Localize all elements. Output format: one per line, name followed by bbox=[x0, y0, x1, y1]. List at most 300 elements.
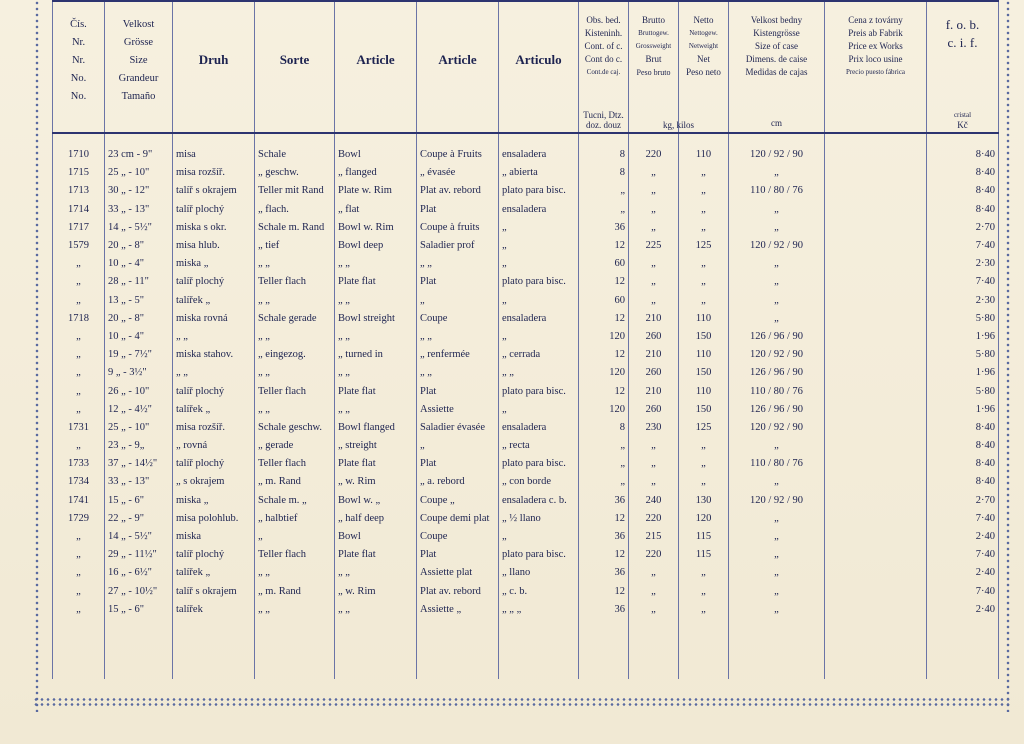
cell-price-ex-works bbox=[825, 273, 927, 291]
cell-article-fr: Coupe bbox=[417, 528, 499, 546]
cell-net-weight: „ bbox=[679, 455, 729, 473]
cell-size: 12 „ - 4½" bbox=[105, 401, 173, 419]
header-articulo: Articulo bbox=[499, 1, 579, 133]
cell-contents: 12 bbox=[579, 273, 629, 291]
cell-druh: miska rovná bbox=[173, 310, 255, 328]
cell-druh: talíř plochý bbox=[173, 455, 255, 473]
cell-price-ex-works bbox=[825, 382, 927, 400]
cell-price-fob: 8·40 bbox=[927, 419, 999, 437]
cell-gross-weight: „ bbox=[629, 182, 679, 200]
cell-case-size: „ bbox=[729, 546, 825, 564]
cell-contents: 8 bbox=[579, 146, 629, 164]
cell-size: 20 „ - 8" bbox=[105, 310, 173, 328]
price-table bbox=[52, 0, 999, 679]
cell-sorte: „ „ bbox=[255, 564, 335, 582]
cell-article-en: Bowl bbox=[335, 528, 417, 546]
cell-item-number: „ bbox=[53, 401, 105, 419]
cell-price-fob: 5·80 bbox=[927, 346, 999, 364]
header-article-en: Article bbox=[335, 1, 417, 133]
cell-gross-weight: „ bbox=[629, 164, 679, 182]
cell-druh: miska s okr. bbox=[173, 219, 255, 237]
cell-price-ex-works bbox=[825, 346, 927, 364]
cell-net-weight: „ bbox=[679, 601, 729, 619]
header-row bbox=[53, 1, 999, 133]
cell-net-weight: 115 bbox=[679, 546, 729, 564]
cell-article-fr: „ renfermée bbox=[417, 346, 499, 364]
cell-price-fob: 2·30 bbox=[927, 292, 999, 310]
cell-articulo: plato para bisc. bbox=[499, 182, 579, 200]
cell-article-fr: Plat bbox=[417, 382, 499, 400]
cell-case-size: „ bbox=[729, 201, 825, 219]
price-table-wrapper bbox=[52, 0, 998, 694]
table-row bbox=[53, 492, 999, 510]
cell-druh: miska stahov. bbox=[173, 346, 255, 364]
cell-case-size: 110 / 80 / 76 bbox=[729, 382, 825, 400]
cell-article-fr: Assiette „ bbox=[417, 601, 499, 619]
cell-price-fob: 8·40 bbox=[927, 437, 999, 455]
cell-articulo: plato para bisc. bbox=[499, 546, 579, 564]
cell-item-number: „ bbox=[53, 346, 105, 364]
cell-gross-weight: 240 bbox=[629, 492, 679, 510]
cell-item-number: „ bbox=[53, 528, 105, 546]
cell-gross-weight: 210 bbox=[629, 346, 679, 364]
cell-articulo: „ bbox=[499, 237, 579, 255]
cell-item-number: „ bbox=[53, 564, 105, 582]
table-row bbox=[53, 219, 999, 237]
cell-net-weight: 130 bbox=[679, 492, 729, 510]
header-druh: Druh bbox=[173, 1, 255, 133]
cell-articulo: plato para bisc. bbox=[499, 455, 579, 473]
cell-price-fob: 2·40 bbox=[927, 528, 999, 546]
cell-druh: miska bbox=[173, 528, 255, 546]
cell-case-size: „ bbox=[729, 564, 825, 582]
cell-article-en: „ w. Rim bbox=[335, 473, 417, 491]
cell-gross-weight: 220 bbox=[629, 510, 679, 528]
cell-price-ex-works bbox=[825, 219, 927, 237]
cell-item-number: 1731 bbox=[53, 419, 105, 437]
cell-druh: „ s okrajem bbox=[173, 473, 255, 491]
cell-price-ex-works bbox=[825, 292, 927, 310]
cell-sorte: „ gerade bbox=[255, 437, 335, 455]
cell-contents: 8 bbox=[579, 164, 629, 182]
cell-gross-weight: „ bbox=[629, 455, 679, 473]
cell-contents: „ bbox=[579, 437, 629, 455]
cell-article-fr: „ „ bbox=[417, 328, 499, 346]
cell-case-size: 120 / 92 / 90 bbox=[729, 346, 825, 364]
cell-sorte: „ „ bbox=[255, 401, 335, 419]
cell-case-size: „ bbox=[729, 310, 825, 328]
cell-size: 33 „ - 13" bbox=[105, 473, 173, 491]
cell-price-ex-works bbox=[825, 455, 927, 473]
cell-articulo: „ bbox=[499, 328, 579, 346]
cell-articulo: „ bbox=[499, 219, 579, 237]
cell-sorte: „ m. Rand bbox=[255, 473, 335, 491]
cell-article-en: „ „ bbox=[335, 364, 417, 382]
cell-sorte: Schale m. „ bbox=[255, 492, 335, 510]
cell-net-weight: „ bbox=[679, 583, 729, 601]
cell-item-number: „ bbox=[53, 292, 105, 310]
cell-article-fr: „ „ bbox=[417, 255, 499, 273]
cell-contents: 60 bbox=[579, 255, 629, 273]
cell-price-ex-works bbox=[825, 492, 927, 510]
cell-articulo: ensaladera c. b. bbox=[499, 492, 579, 510]
cell-case-size: 120 / 92 / 90 bbox=[729, 492, 825, 510]
cell-price-fob: 8·40 bbox=[927, 182, 999, 200]
cell-price-fob: 7·40 bbox=[927, 237, 999, 255]
cell-price-fob: 2·40 bbox=[927, 564, 999, 582]
cell-net-weight: 150 bbox=[679, 401, 729, 419]
cell-article-fr: Plat bbox=[417, 201, 499, 219]
table-row bbox=[53, 473, 999, 491]
cell-article-fr: Coupe „ bbox=[417, 492, 499, 510]
cell-article-fr: Plat bbox=[417, 546, 499, 564]
cell-net-weight: 110 bbox=[679, 310, 729, 328]
cell-articulo: „ bbox=[499, 292, 579, 310]
cell-article-fr: Coupe demi plat bbox=[417, 510, 499, 528]
cell-sorte: „ bbox=[255, 528, 335, 546]
cell-articulo: „ bbox=[499, 401, 579, 419]
cell-case-size: „ bbox=[729, 528, 825, 546]
decorative-border-left bbox=[33, 0, 41, 712]
cell-price-ex-works bbox=[825, 255, 927, 273]
cell-size: 29 „ - 11½" bbox=[105, 546, 173, 564]
cell-case-size: 110 / 80 / 76 bbox=[729, 455, 825, 473]
cell-case-size: „ bbox=[729, 510, 825, 528]
cell-contents: „ bbox=[579, 473, 629, 491]
header-cena: Cena z továrny Preis ab Fabrik Price ex Works Prix loco usine Precio puesto fábrica bbox=[825, 1, 927, 133]
cell-sorte: „ m. Rand bbox=[255, 583, 335, 601]
cell-item-number: 1734 bbox=[53, 473, 105, 491]
cell-price-ex-works bbox=[825, 146, 927, 164]
cell-articulo: „ con borde bbox=[499, 473, 579, 491]
cell-contents: 12 bbox=[579, 382, 629, 400]
cell-article-en: Bowl w. „ bbox=[335, 492, 417, 510]
cell-case-size: „ bbox=[729, 583, 825, 601]
cell-size: 25 „ - 10" bbox=[105, 164, 173, 182]
cell-contents: 12 bbox=[579, 510, 629, 528]
cell-price-ex-works bbox=[825, 401, 927, 419]
cell-item-number: 1741 bbox=[53, 492, 105, 510]
cell-price-ex-works bbox=[825, 419, 927, 437]
cell-net-weight: „ bbox=[679, 182, 729, 200]
cell-druh: miska „ bbox=[173, 255, 255, 273]
header-obs: Obs. bed. Kisteninh. Cont. of c. Cont do c. Cont.de caj. Tucni, Dtz. doz. douz bbox=[579, 1, 629, 133]
cell-item-number: 1733 bbox=[53, 455, 105, 473]
cell-sorte: Teller flach bbox=[255, 273, 335, 291]
cell-price-ex-works bbox=[825, 328, 927, 346]
cell-net-weight: 150 bbox=[679, 328, 729, 346]
cell-item-number: „ bbox=[53, 583, 105, 601]
cell-gross-weight: 210 bbox=[629, 382, 679, 400]
cell-price-ex-works bbox=[825, 201, 927, 219]
cell-case-size: 126 / 96 / 90 bbox=[729, 328, 825, 346]
cell-druh: „ rovná bbox=[173, 437, 255, 455]
cell-item-number: „ bbox=[53, 546, 105, 564]
cell-size: 22 „ - 9" bbox=[105, 510, 173, 528]
table-row bbox=[53, 164, 999, 182]
cell-net-weight: „ bbox=[679, 273, 729, 291]
cell-sorte: Schale geschw. bbox=[255, 419, 335, 437]
cell-price-fob: 5·80 bbox=[927, 382, 999, 400]
cell-size: 28 „ - 11" bbox=[105, 273, 173, 291]
cell-net-weight: „ bbox=[679, 292, 729, 310]
cell-case-size: 110 / 80 / 76 bbox=[729, 182, 825, 200]
cell-case-size: „ bbox=[729, 437, 825, 455]
cell-price-fob: 7·40 bbox=[927, 510, 999, 528]
cell-price-ex-works bbox=[825, 583, 927, 601]
cell-gross-weight: 260 bbox=[629, 328, 679, 346]
cell-sorte: Schale bbox=[255, 146, 335, 164]
cell-item-number: 1717 bbox=[53, 219, 105, 237]
header-kg-unit: kg, kilos bbox=[662, 120, 694, 130]
cell-contents: 12 bbox=[579, 346, 629, 364]
header-article-fr: Article bbox=[417, 1, 499, 133]
cell-articulo: ensaladera bbox=[499, 146, 579, 164]
cell-article-en: Bowl w. Rim bbox=[335, 219, 417, 237]
cell-druh: talířek bbox=[173, 601, 255, 619]
cell-sorte: „ eingezog. bbox=[255, 346, 335, 364]
cell-druh: misa hlub. bbox=[173, 237, 255, 255]
cell-net-weight: 110 bbox=[679, 146, 729, 164]
cell-case-size: „ bbox=[729, 292, 825, 310]
cell-price-fob: 2·70 bbox=[927, 219, 999, 237]
cell-article-fr: „ bbox=[417, 437, 499, 455]
cell-gross-weight: „ bbox=[629, 437, 679, 455]
cell-size: 16 „ - 6½" bbox=[105, 564, 173, 582]
cell-size: 19 „ - 7½" bbox=[105, 346, 173, 364]
table-row bbox=[53, 601, 999, 619]
cell-druh: „ „ bbox=[173, 328, 255, 346]
table-row bbox=[53, 455, 999, 473]
cell-article-fr: Coupe à fruits bbox=[417, 219, 499, 237]
cell-article-en: Plate w. Rim bbox=[335, 182, 417, 200]
cell-size: 27 „ - 10½" bbox=[105, 583, 173, 601]
cell-articulo: ensaladera bbox=[499, 310, 579, 328]
header-velkost-bedny: Velkost bedny Kistengrösse Size of case Dimens. de caise Medidas de cajas cm bbox=[729, 1, 825, 133]
cell-sorte: „ „ bbox=[255, 601, 335, 619]
cell-sorte: „ „ bbox=[255, 292, 335, 310]
cell-item-number: 1715 bbox=[53, 164, 105, 182]
cell-contents: 120 bbox=[579, 364, 629, 382]
cell-contents: 36 bbox=[579, 219, 629, 237]
price-table-body bbox=[53, 133, 999, 679]
table-row bbox=[53, 510, 999, 528]
cell-articulo: „ bbox=[499, 528, 579, 546]
cell-articulo: „ „ „ bbox=[499, 601, 579, 619]
cell-articulo: „ llano bbox=[499, 564, 579, 582]
table-row bbox=[53, 328, 999, 346]
cell-article-en: Plate flat bbox=[335, 382, 417, 400]
table-row bbox=[53, 201, 999, 219]
table-row bbox=[53, 273, 999, 291]
header-brutto: Brutto Bruttogew. Grossweight Brut Peso bruto bbox=[629, 1, 679, 133]
table-row bbox=[53, 546, 999, 564]
cell-druh: misa rozšíř. bbox=[173, 419, 255, 437]
cell-case-size: „ bbox=[729, 219, 825, 237]
cell-druh: talíř plochý bbox=[173, 382, 255, 400]
cell-size: 37 „ - 14½" bbox=[105, 455, 173, 473]
cell-gross-weight: „ bbox=[629, 219, 679, 237]
cell-item-number: „ bbox=[53, 382, 105, 400]
cell-article-en: „ streight bbox=[335, 437, 417, 455]
table-row bbox=[53, 255, 999, 273]
cell-item-number: „ bbox=[53, 328, 105, 346]
cell-contents: 12 bbox=[579, 583, 629, 601]
cell-articulo: plato para bisc. bbox=[499, 273, 579, 291]
header-cis: Čís. Nr. Nr. No. No. bbox=[53, 1, 105, 133]
cell-net-weight: „ bbox=[679, 437, 729, 455]
cell-sorte: „ „ bbox=[255, 255, 335, 273]
cell-article-fr: Assiette bbox=[417, 401, 499, 419]
cell-article-en: „ „ bbox=[335, 328, 417, 346]
cell-price-fob: 7·40 bbox=[927, 583, 999, 601]
cell-size: 15 „ - 6" bbox=[105, 492, 173, 510]
cell-size: 30 „ - 12" bbox=[105, 182, 173, 200]
cell-item-number: „ bbox=[53, 364, 105, 382]
cell-case-size: 120 / 92 / 90 bbox=[729, 237, 825, 255]
cell-article-fr: „ bbox=[417, 292, 499, 310]
cell-article-en: Bowl bbox=[335, 146, 417, 164]
cell-druh: misa polohlub. bbox=[173, 510, 255, 528]
cell-case-size: 120 / 92 / 90 bbox=[729, 146, 825, 164]
cell-price-fob: 2·70 bbox=[927, 492, 999, 510]
cell-item-number: 1710 bbox=[53, 146, 105, 164]
header-velkost: Velkost Grösse Size Grandeur Tamaño bbox=[105, 1, 173, 133]
cell-net-weight: „ bbox=[679, 564, 729, 582]
cell-article-en: Plate flat bbox=[335, 455, 417, 473]
cell-articulo: „ recta bbox=[499, 437, 579, 455]
cell-article-fr: Plat bbox=[417, 273, 499, 291]
cell-price-fob: 1·96 bbox=[927, 364, 999, 382]
cell-articulo: ensaladera bbox=[499, 201, 579, 219]
cell-price-fob: 8·40 bbox=[927, 473, 999, 491]
cell-price-ex-works bbox=[825, 510, 927, 528]
header-cm-unit: cm bbox=[771, 118, 782, 128]
cell-case-size: 126 / 96 / 90 bbox=[729, 401, 825, 419]
filler-row bbox=[53, 619, 999, 679]
cell-article-en: Bowl deep bbox=[335, 237, 417, 255]
cell-gross-weight: „ bbox=[629, 201, 679, 219]
cell-price-ex-works bbox=[825, 546, 927, 564]
cell-sorte: „ geschw. bbox=[255, 164, 335, 182]
cell-article-en: „ half deep bbox=[335, 510, 417, 528]
cell-druh: „ „ bbox=[173, 364, 255, 382]
cell-price-ex-works bbox=[825, 364, 927, 382]
cell-gross-weight: 260 bbox=[629, 364, 679, 382]
cell-articulo: „ cerrada bbox=[499, 346, 579, 364]
cell-size: 26 „ - 10" bbox=[105, 382, 173, 400]
cell-druh: talíř plochý bbox=[173, 273, 255, 291]
cell-article-en: „ „ bbox=[335, 292, 417, 310]
cell-articulo: „ abierta bbox=[499, 164, 579, 182]
cell-article-en: „ w. Rim bbox=[335, 583, 417, 601]
cell-sorte: Teller flach bbox=[255, 455, 335, 473]
cell-price-ex-works bbox=[825, 564, 927, 582]
cell-price-fob: 5·80 bbox=[927, 310, 999, 328]
cell-articulo: ensaladera bbox=[499, 419, 579, 437]
cell-net-weight: 110 bbox=[679, 382, 729, 400]
cell-net-weight: „ bbox=[679, 164, 729, 182]
header-cristal-unit: cristal Kč bbox=[953, 111, 972, 130]
cell-article-fr: Plat bbox=[417, 455, 499, 473]
cell-net-weight: „ bbox=[679, 201, 729, 219]
cell-net-weight: „ bbox=[679, 219, 729, 237]
cell-contents: 12 bbox=[579, 310, 629, 328]
cell-druh: misa bbox=[173, 146, 255, 164]
cell-case-size: 120 / 92 / 90 bbox=[729, 419, 825, 437]
cell-net-weight: 125 bbox=[679, 419, 729, 437]
cell-article-en: Bowl streight bbox=[335, 310, 417, 328]
cell-net-weight: 115 bbox=[679, 528, 729, 546]
cell-case-size: „ bbox=[729, 601, 825, 619]
cell-size: 33 „ - 13" bbox=[105, 201, 173, 219]
cell-size: 25 „ - 10" bbox=[105, 419, 173, 437]
cell-net-weight: „ bbox=[679, 255, 729, 273]
cell-sorte: Teller flach bbox=[255, 546, 335, 564]
cell-case-size: „ bbox=[729, 164, 825, 182]
cell-item-number: „ bbox=[53, 255, 105, 273]
cell-price-fob: 8·40 bbox=[927, 201, 999, 219]
cell-size: 15 „ - 6" bbox=[105, 601, 173, 619]
cell-contents: „ bbox=[579, 182, 629, 200]
cell-sorte: „ tief bbox=[255, 237, 335, 255]
decorative-border-bottom bbox=[33, 697, 1012, 707]
cell-sorte: „ flach. bbox=[255, 201, 335, 219]
table-row bbox=[53, 401, 999, 419]
cell-article-fr: „ évasée bbox=[417, 164, 499, 182]
cell-contents: 36 bbox=[579, 492, 629, 510]
cell-price-fob: 7·40 bbox=[927, 546, 999, 564]
cell-size: 13 „ - 5" bbox=[105, 292, 173, 310]
cell-case-size: „ bbox=[729, 255, 825, 273]
header-fob: f. o. b. c. i. f. cristal Kč bbox=[927, 1, 999, 133]
cell-sorte: „ „ bbox=[255, 364, 335, 382]
table-row bbox=[53, 364, 999, 382]
cell-price-fob: 1·96 bbox=[927, 328, 999, 346]
cell-item-number: „ bbox=[53, 273, 105, 291]
cell-price-fob: 7·40 bbox=[927, 273, 999, 291]
cell-item-number: 1714 bbox=[53, 201, 105, 219]
table-row bbox=[53, 310, 999, 328]
cell-gross-weight: „ bbox=[629, 564, 679, 582]
cell-article-en: „ turned in bbox=[335, 346, 417, 364]
cell-article-fr: „ a. rebord bbox=[417, 473, 499, 491]
cell-article-en: „ „ bbox=[335, 255, 417, 273]
table-row bbox=[53, 346, 999, 364]
table-row bbox=[53, 437, 999, 455]
cell-druh: talíř plochý bbox=[173, 201, 255, 219]
header-sorte: Sorte bbox=[255, 1, 335, 133]
cell-druh: talířek „ bbox=[173, 401, 255, 419]
cell-size: 10 „ - 4" bbox=[105, 328, 173, 346]
cell-item-number: 1718 bbox=[53, 310, 105, 328]
table-row bbox=[53, 146, 999, 164]
cell-price-fob: 1·96 bbox=[927, 401, 999, 419]
cell-size: 14 „ - 5½" bbox=[105, 219, 173, 237]
cell-gross-weight: „ bbox=[629, 473, 679, 491]
table-row bbox=[53, 237, 999, 255]
cell-size: 20 „ - 8" bbox=[105, 237, 173, 255]
cell-item-number: 1729 bbox=[53, 510, 105, 528]
cell-articulo: „ c. b. bbox=[499, 583, 579, 601]
cell-gross-weight: „ bbox=[629, 255, 679, 273]
cell-article-en: Plate flat bbox=[335, 546, 417, 564]
cell-size: 9 „ - 3½" bbox=[105, 364, 173, 382]
cell-article-en: Bowl flanged bbox=[335, 419, 417, 437]
cell-gross-weight: „ bbox=[629, 601, 679, 619]
cell-article-en: „ flat bbox=[335, 201, 417, 219]
cell-druh: miska „ bbox=[173, 492, 255, 510]
